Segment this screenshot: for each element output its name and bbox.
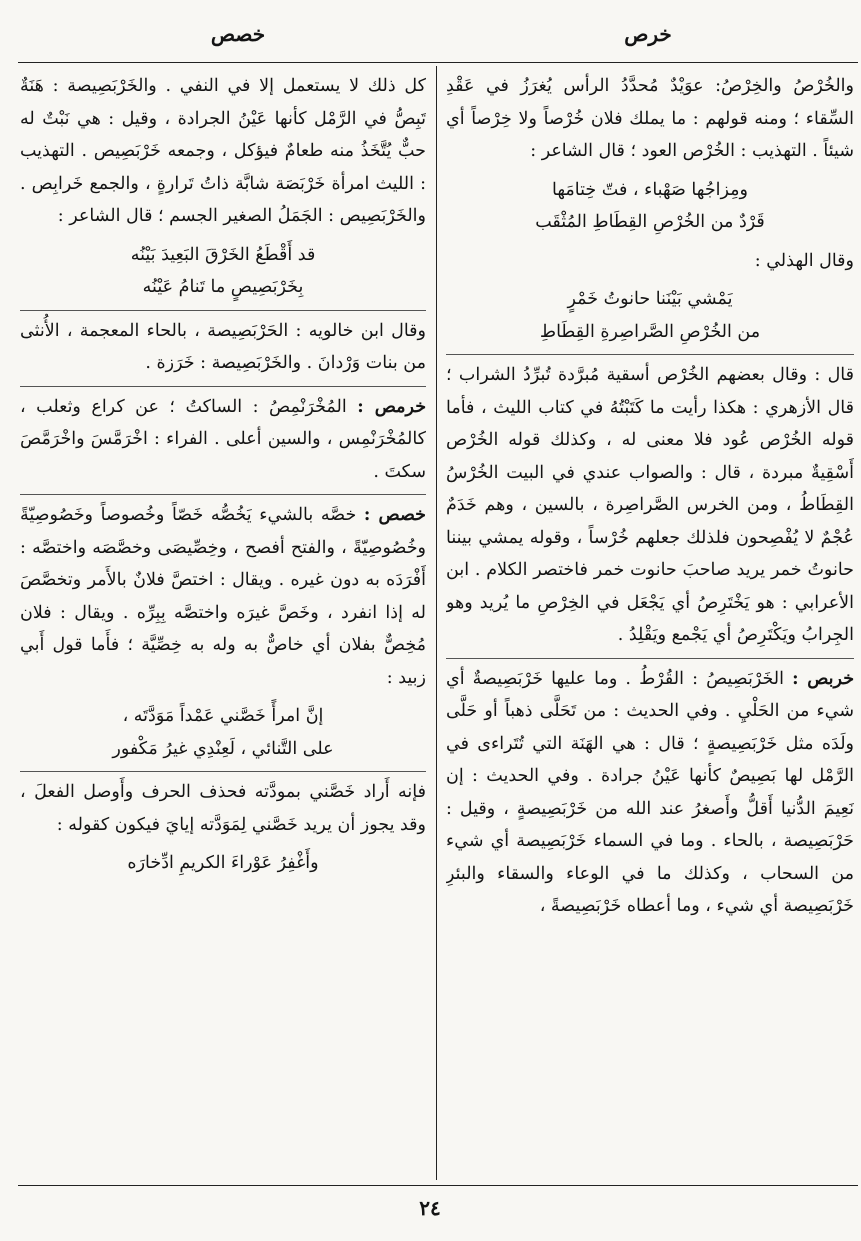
page-number: ٢٤ xyxy=(419,1196,441,1220)
entry-paragraph xyxy=(20,494,426,694)
entry-paragraph: والخُرْصُ والخِرْصُ: عوَيْدٌ مُحدَّدُ الرأس يُغرَزُ في عَقْدِ السِّقاء ؛ ومنه قولهم : ما يملك فلان خُرْصاً ولا خِرْصاً أي شيئاً . التهذيب : الخُرْص العود ؛ قال الشاعر : xyxy=(446,76,854,161)
entry-paragraph: كل ذلك لا يستعمل إلا في النفي . والخَرْبَصِيصة : هَنَةٌ تَبِصُّ في الرَّمْل كأنها عَيْنُ الجرادة ، وقيل : هي نَبْتٌ له حبٌّ يُتَّخَذُ منه طعامٌ فيؤكل ، وجمعه خَرْبَصِيص . التهذيب : الليث امرأة خَرْبَصَة شابَّة ذاتُ تَرارةٍ ، والجمع خَرابِص . والخَرْبَصِيص : الجَمَلُ الصغير الجسم ؛ قال الشاعر : xyxy=(20,76,426,226)
verse-line: إنَّ امرأً خَصَّني عَمْداً مَوَدَّتَه ، xyxy=(122,706,324,726)
left-column xyxy=(20,70,426,1180)
entry-text: المُخْرَنْمِصُ : الساكتُ ؛ عن كراع وثعلب ، كالمُخْرَنْمِس ، والسين أعلى . الفراء : اخْرَمَّسَ واخْرَمَّصَ سكتَ . xyxy=(20,396,426,482)
verse-line: على التَّنائي ، لَعِنْدِي غيرُ مَكْفور xyxy=(112,738,334,759)
verse xyxy=(20,847,426,880)
header-keyword-right: خرص xyxy=(624,22,672,46)
top-rule xyxy=(18,62,858,63)
verse-line: قد أَقْطَعُ الخَرْقَ البَعِيدَ بَيْنُه xyxy=(130,244,316,265)
verse-line: يَمْشي بَيْنَنا حانوتُ خَمْرٍ xyxy=(567,289,733,309)
entry-paragraph: وقال ابن خالويه : الحَرْبَصِيصة ، بالحاء المعجمة ، الأُنثى من بنات وَرْدانَ . والخَرْبَصِيصة : خَرَزة . xyxy=(20,310,426,380)
entry-headword: خرمص : xyxy=(357,396,426,417)
verse xyxy=(20,239,426,304)
entry-paragraph xyxy=(20,386,426,489)
verse-line: وأَغْفِرُ عَوْراءَ الكريمِ ادِّخارَه xyxy=(127,853,319,873)
entry-headword: خصص : xyxy=(363,505,426,525)
bottom-rule xyxy=(18,1185,858,1186)
verse-line: ومِزاجُها صَهْباء ، فتّ خِتامَها xyxy=(552,179,748,200)
entry-paragraph xyxy=(446,658,854,923)
right-column xyxy=(446,70,854,1180)
entry-text: خصَّه بالشيء يَخُصُّه خَصّاً وخُصوصاً وخَصُوصِيّةً وخُصُوصِيّةً ، والفتح أفصح ، وخِصِّيصَى وخصَّصَه واختصَّه : أَفْرَدَه به دون غيره . ويقال : اختصَّ فلانٌ بالأَمر وتخصَّصَ له إذا انفرد ، وخَصَّ غيرَه واختصَّه بِبِرِّه . ويقال : فلان مُخِصٌّ بفلان أي خاصٌّ به وله به خِصِّيَّة ؛ فأَما قول أَبي زبيد : xyxy=(20,505,426,688)
entry-text: الخَرْبَصِيصُ : القُرْطُ . وما عليها خَرْبَصِيصةٌ أي شيء من الحَلْيِ . وفي الحديث : من تَحَلَّى ذهباً أو حَلَّى ولَدَه مثل خَرْبَصِيصةٍ ؛ قال : هي الهَنَة التي تُتَراءى في الرَّمْل لها بَصِيصٌ كأنها عَيْنُ جرادة . وفي الحديث : إن نَعِيمَ الدُّنيا أَقلُّ وأَصغرُ عند الله من خَرْبَصِيصةٍ ، وقيل : حَرْبَصِيصة ، بالحاء . وما في السماء خَرْبَصِيصة أي شيء من السحاب ، وكذلك ما في الوعاء والسقاء والبئرِ خَرْبَصِيصة أي شيء ، وما أعطاه خَرْبَصِيصةً ، xyxy=(446,668,854,916)
verse xyxy=(20,700,426,765)
verse-line: من الخُرْصِ الصَّراصِرةِ القِطَاطِ xyxy=(539,321,761,342)
entry-headword: خربص : xyxy=(792,668,854,689)
entry-paragraph: قال : وقال بعضهم الخُرْص أسقية مُبرَّدة تُبرِّدُ الشراب ؛ قال الأزهري : هكذا رأيت ما كَتَبْتُهُ في كتاب الليث ، فأما قوله الخُرْص عُود فلا معنى له ، وكذلك قوله الخُرْص أَسْقِيةٌ مبردة ، قال : والصواب عندي في البيت الخُرْسُ القِطَاطُ ، ومن الخرس الصَّراصِرة ، بالسين ، وهم خَدَمٌ عُجْمٌ لا يُفْصِحون فلذلك جعلهم خُرْساً ، وقوله يمشي بيننا حانوتُ خمر يريد صاحبَ حانوت خمر فاختصر الكلام . ابن الأعرابي : هو يَخْتَرِصُ أي يَجْعَل في الخِرْصِ ما يُريد وهو الجِرابُ ويَكْتَرِصُ أي يَجْمع ويَقْلِدُ . xyxy=(446,354,854,652)
verse xyxy=(446,174,854,239)
entry-paragraph: وقال الهذلي : xyxy=(754,250,854,271)
verse-line: بِخَرْبَصِيصٍ ما تَنامُ عَيْنُه xyxy=(142,277,304,297)
verse-line: قَرْدٌ من الخُرْصِ القِطَاطِ المُثْقَب xyxy=(535,212,765,232)
column-divider xyxy=(436,66,437,1180)
entry-paragraph: فإنه أَراد خَصَّني بمودَّته فحذف الحرف وأَوصل الفعلَ ، وقد يجوز أن يريد خَصَّني لِمَوَدَّته إيايَ فيكون كقوله : xyxy=(20,771,426,841)
header-keyword-left: خصص xyxy=(210,22,266,46)
page-header xyxy=(0,22,861,62)
verse xyxy=(446,283,854,348)
